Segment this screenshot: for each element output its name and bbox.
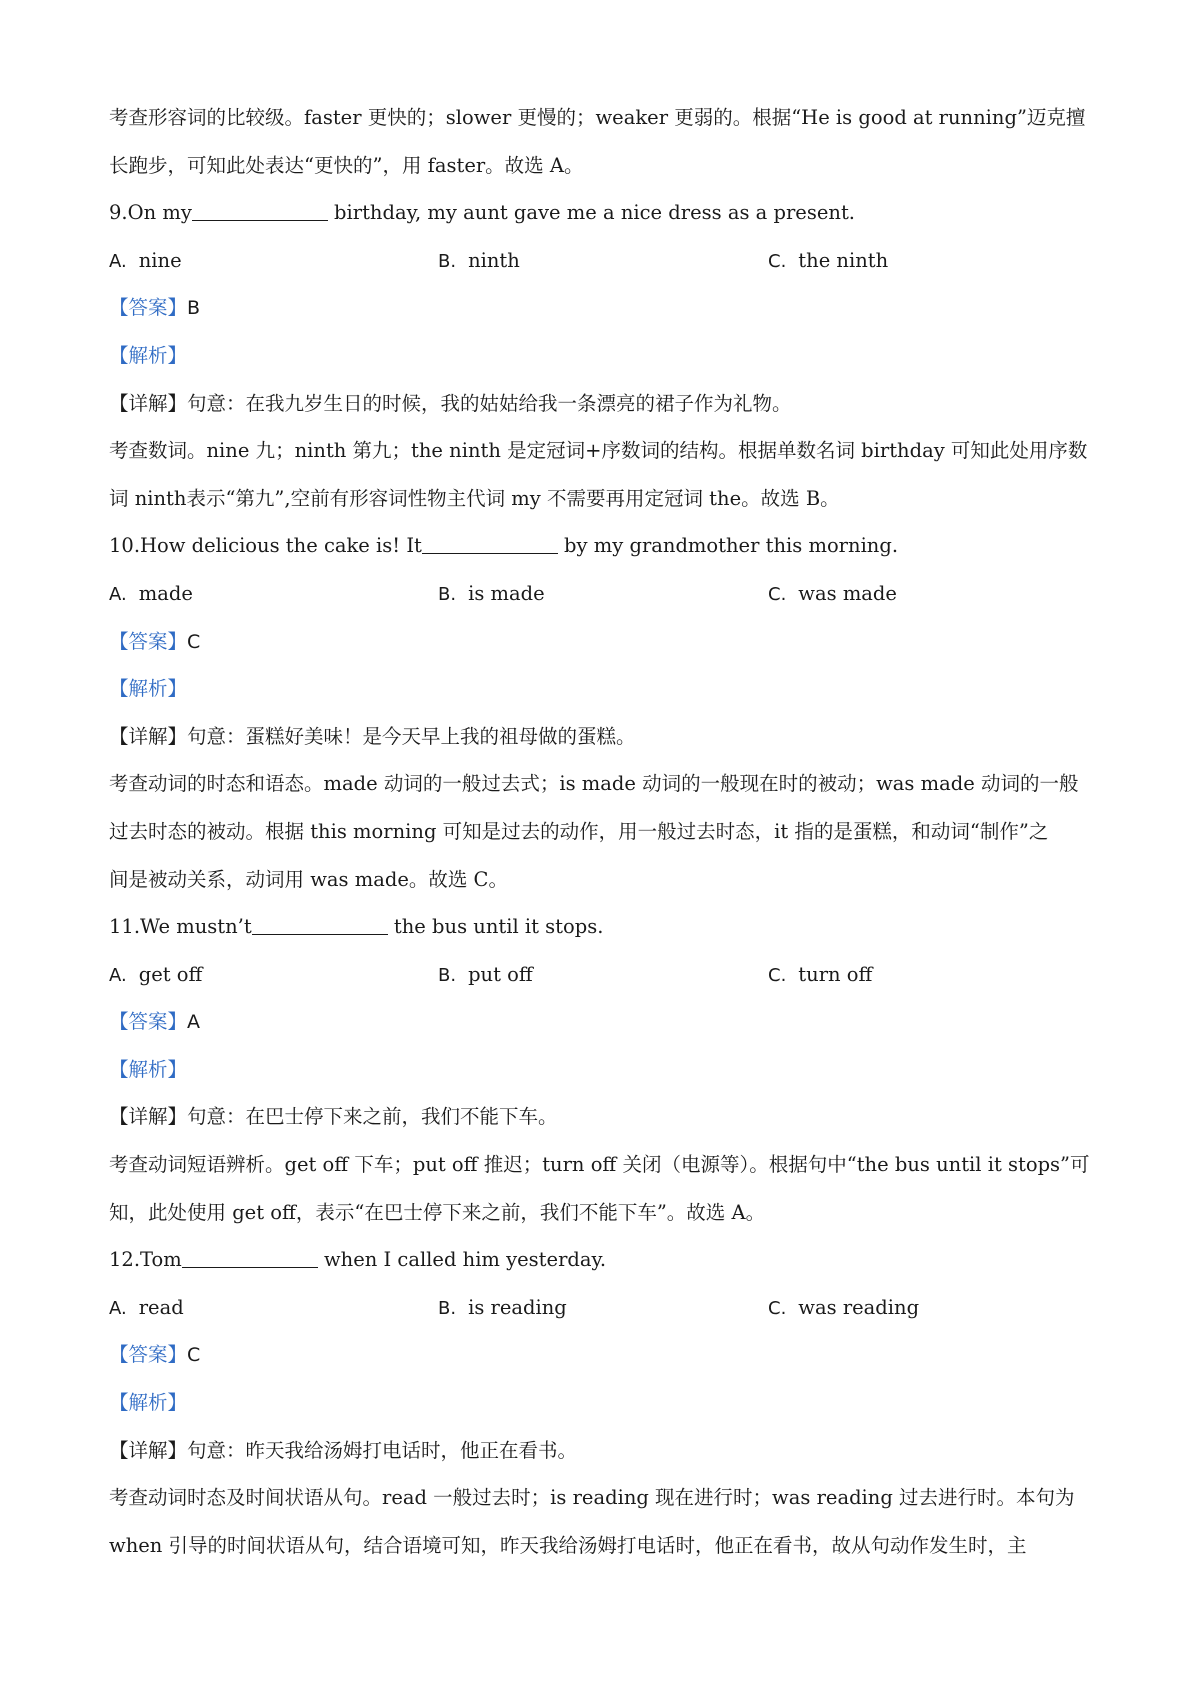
question-9-explanation-2: 词 ninth表示“第九”,空前有形容词性物主代词 my 不需要再用定冠词 the。故选 B。 bbox=[109, 486, 840, 510]
question-stem-after: when I called him yesterday. bbox=[317, 1248, 607, 1272]
option-text: was made bbox=[798, 581, 897, 605]
option-text: made bbox=[138, 581, 193, 605]
question-9-stem bbox=[109, 189, 1099, 237]
option-a bbox=[109, 570, 193, 619]
question-9-explanation-1: 考查数词。nine 九；ninth 第九；the ninth 是定冠词+序数词的结构。根据单数名词 birthday 可知此处用序数 bbox=[109, 439, 1088, 463]
question-11-detail: 【详解】句意：在巴士停下来之前，我们不能下车。 bbox=[109, 1105, 558, 1129]
option-b bbox=[438, 951, 533, 1000]
option-label: A. bbox=[109, 583, 127, 605]
option-c bbox=[768, 951, 872, 1000]
option-text: was reading bbox=[798, 1295, 920, 1319]
answer-blank bbox=[252, 914, 388, 935]
option-a bbox=[109, 237, 182, 286]
question-12-explanation-1: 考查动词时态及时间状语从句。read 一般过去时；is reading 现在进行时；was reading 过去进行时。本句为 bbox=[109, 1486, 1075, 1510]
question-12-options bbox=[109, 1284, 1099, 1332]
option-label: B. bbox=[438, 1297, 457, 1319]
question-12-answer bbox=[109, 1331, 1099, 1379]
answer-blank bbox=[192, 200, 328, 221]
question-11-explanation-1: 考查动词短语辨析。get off 下车；put off 推迟；turn off 关闭（电源等）。根据句中“the bus until it stops”可 bbox=[109, 1153, 1090, 1177]
option-a bbox=[109, 1284, 184, 1333]
option-label: A. bbox=[109, 250, 127, 272]
option-label: A. bbox=[109, 1297, 127, 1319]
question-stem-before: 9.On my bbox=[109, 201, 192, 225]
intro-line-2: 长跑步，可知此处表达“更快的”，用 faster。故选 A。 bbox=[109, 153, 584, 177]
answer-blank bbox=[422, 533, 558, 554]
question-stem-before: 12.Tom bbox=[109, 1248, 182, 1272]
option-text: turn off bbox=[798, 962, 873, 986]
document-page bbox=[109, 94, 1099, 1569]
answer-tag: 【答案】 bbox=[109, 1343, 188, 1367]
analysis-tag: 【解析】 bbox=[109, 1057, 188, 1081]
answer-blank bbox=[182, 1247, 318, 1268]
intro-line-1: 考查形容词的比较级。faster 更快的；slower 更慢的；weaker 更弱的。根据“He is good at running”迈克擅 bbox=[109, 106, 1086, 129]
answer-letter: A bbox=[187, 1011, 201, 1034]
question-stem-after: the bus until it stops. bbox=[387, 915, 604, 939]
answer-tag: 【答案】 bbox=[109, 296, 188, 320]
question-stem-after: by my grandmother this morning. bbox=[557, 534, 899, 558]
question-10-explanation-1: 考查动词的时态和语态。made 动词的一般过去式；is made 动词的一般现在时的被动；was made 动词的一般 bbox=[109, 772, 1079, 796]
question-10-analysis bbox=[109, 665, 1099, 713]
question-12-stem bbox=[109, 1236, 1099, 1284]
analysis-tag: 【解析】 bbox=[109, 677, 188, 701]
answer-letter: C bbox=[187, 1344, 201, 1367]
question-11-answer bbox=[109, 998, 1099, 1046]
option-text: is made bbox=[468, 581, 545, 605]
question-10-explanation-2: 过去时态的被动。根据 this morning 可知是过去的动作，用一般过去时态，it 指的是蛋糕，和动词“制作”之 bbox=[109, 819, 1049, 843]
option-label: C. bbox=[768, 964, 787, 986]
answer-tag: 【答案】 bbox=[109, 629, 188, 653]
option-c bbox=[768, 237, 888, 286]
question-9-analysis bbox=[109, 332, 1099, 380]
question-12-explanation-2: when 引导的时间状语从句，结合语境可知，昨天我给汤姆打电话时，他正在看书，故从句动作发生时，主 bbox=[109, 1533, 1027, 1557]
question-stem-before: 10.How delicious the cake is! It bbox=[109, 534, 422, 558]
question-stem-after: birthday, my aunt gave me a nice dress as a present. bbox=[327, 201, 855, 225]
option-text: get off bbox=[138, 962, 203, 986]
option-c bbox=[768, 570, 897, 619]
answer-letter: C bbox=[187, 630, 201, 653]
option-label: B. bbox=[438, 250, 457, 272]
option-label: B. bbox=[438, 964, 457, 986]
option-b bbox=[438, 1284, 567, 1333]
question-10-options bbox=[109, 570, 1099, 618]
option-text: ninth bbox=[468, 248, 520, 272]
answer-tag: 【答案】 bbox=[109, 1010, 188, 1034]
option-label: B. bbox=[438, 583, 457, 605]
option-text: the ninth bbox=[798, 248, 889, 272]
option-text: put off bbox=[468, 962, 533, 986]
question-11-analysis bbox=[109, 1046, 1099, 1094]
option-label: A. bbox=[109, 964, 127, 986]
option-c bbox=[768, 1284, 919, 1333]
question-11-options bbox=[109, 951, 1099, 999]
answer-letter: B bbox=[187, 297, 201, 320]
question-11-explanation-2: 知，此处使用 get off，表示“在巴士停下来之前，我们不能下车”。故选 A。 bbox=[109, 1200, 766, 1224]
question-12-analysis bbox=[109, 1379, 1099, 1427]
question-12-detail: 【详解】句意：昨天我给汤姆打电话时，他正在看书。 bbox=[109, 1438, 578, 1462]
option-text: is reading bbox=[468, 1295, 567, 1319]
question-10-explanation-3: 间是被动关系，动词用 was made。故选 C。 bbox=[109, 867, 508, 891]
option-text: nine bbox=[138, 248, 182, 272]
option-label: C. bbox=[768, 1297, 787, 1319]
option-b bbox=[438, 570, 545, 619]
question-9-options bbox=[109, 237, 1099, 285]
question-10-answer bbox=[109, 618, 1099, 666]
option-a bbox=[109, 951, 202, 1000]
question-10-stem bbox=[109, 522, 1099, 570]
question-11-stem bbox=[109, 903, 1099, 951]
option-label: C. bbox=[768, 250, 787, 272]
question-stem-before: 11.We mustn’t bbox=[109, 915, 252, 939]
analysis-tag: 【解析】 bbox=[109, 1391, 188, 1415]
option-label: C. bbox=[768, 583, 787, 605]
option-b bbox=[438, 237, 520, 286]
question-9-detail: 【详解】句意：在我九岁生日的时候，我的姑姑给我一条漂亮的裙子作为礼物。 bbox=[109, 391, 792, 415]
question-9-answer bbox=[109, 284, 1099, 332]
analysis-tag: 【解析】 bbox=[109, 343, 188, 367]
option-text: read bbox=[138, 1295, 184, 1319]
question-10-detail: 【详解】句意：蛋糕好美味！是今天早上我的祖母做的蛋糕。 bbox=[109, 724, 636, 748]
